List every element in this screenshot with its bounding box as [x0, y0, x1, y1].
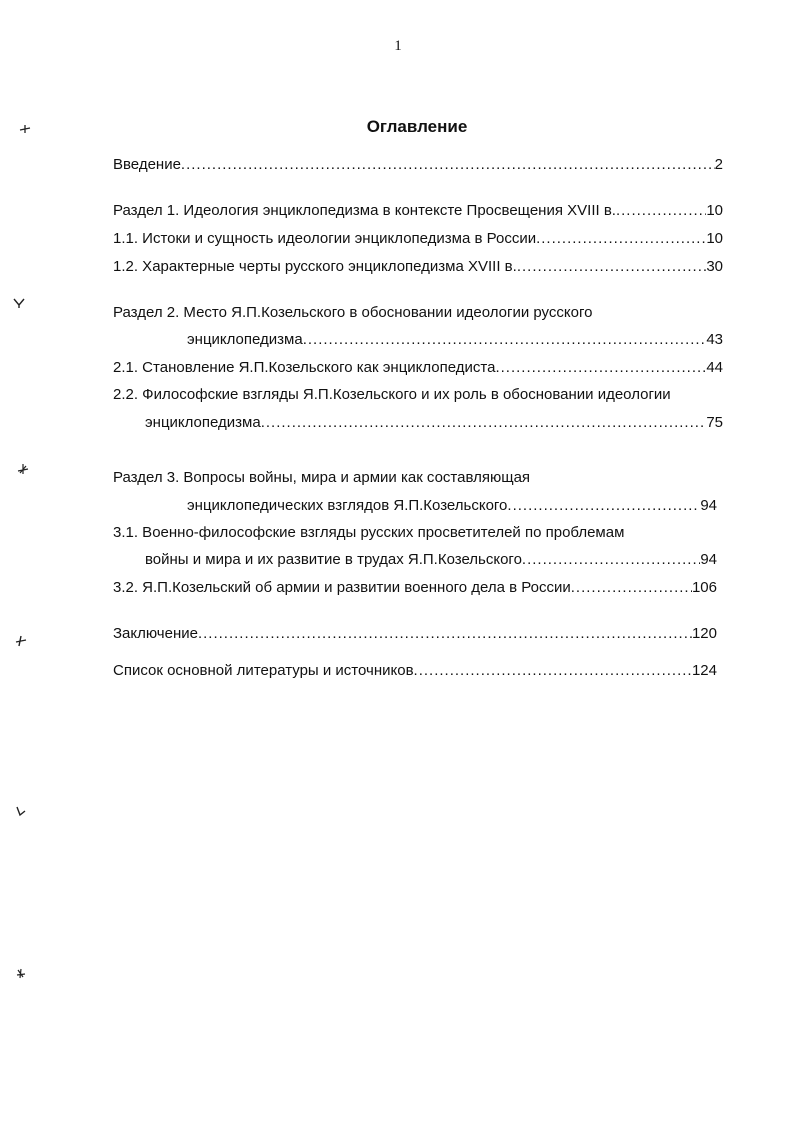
toc-entry-2-2[interactable]	[145, 414, 723, 432]
dot-leader	[522, 551, 700, 569]
toc-entry-label: Введение	[113, 156, 181, 173]
toc-entry-page: 43	[706, 331, 723, 348]
toc-entry-section-3[interactable]	[187, 497, 717, 515]
dot-leader	[571, 579, 692, 597]
toc-entry-label: войны и мира и их развитие в трудах Я.П.Козельского	[145, 551, 522, 568]
toc-entry-page: 94	[700, 497, 717, 514]
dot-leader	[616, 202, 706, 220]
dot-leader	[303, 331, 707, 349]
toc-entry-conclusion[interactable]	[113, 625, 717, 643]
scan-artifact-icon	[18, 122, 32, 136]
toc-entry-label: 2.1. Становление Я.П.Козельского как энциклопедиста	[113, 359, 496, 376]
toc-entry-1-2[interactable]	[113, 258, 723, 276]
toc-entry-page: 30	[706, 258, 723, 275]
toc-entry-page: 10	[706, 202, 723, 219]
page-number: 1	[394, 38, 402, 54]
toc-entry-3-1-line1[interactable]: 3.1. Военно-философские взгляды русских просветителей по проблемам	[113, 524, 625, 541]
toc-entry-label: Заключение	[113, 625, 198, 642]
toc-entry-page: 44	[706, 359, 723, 376]
toc-entry-label: 1.2. Характерные черты русского энциклопедизма XVIII в.	[113, 258, 517, 275]
toc-entry-3-2[interactable]	[113, 579, 717, 597]
scan-artifact-icon	[12, 296, 26, 310]
dot-leader	[495, 359, 706, 377]
toc-entry-label: 3.2. Я.П.Козельский об армии и развитии военного дела в России	[113, 579, 571, 596]
dot-leader	[517, 258, 706, 276]
toc-entry-1-1[interactable]	[113, 230, 723, 248]
dot-leader	[536, 230, 706, 248]
toc-entry-page: 120	[691, 625, 717, 642]
toc-entry-page: 124	[691, 662, 717, 679]
toc-entry-section-1[interactable]	[113, 202, 723, 220]
scan-artifact-icon	[14, 804, 28, 818]
toc-entry-page: 106	[691, 579, 717, 596]
toc-title: Оглавление	[366, 117, 468, 136]
toc-entry-page: 94	[700, 551, 717, 568]
scan-artifact-icon	[14, 634, 28, 648]
toc-entry-section-2-line1[interactable]: Раздел 2. Место Я.П.Козельского в обосновании идеологии русского	[113, 304, 593, 321]
dot-leader	[507, 497, 700, 515]
toc-entry-2-1[interactable]	[113, 359, 723, 377]
toc-entry-label: Список основной литературы и источников	[113, 662, 414, 679]
toc-entry-page: 75	[706, 414, 723, 431]
toc-entry-label: энциклопедизма	[145, 414, 261, 431]
toc-entry-intro[interactable]	[113, 156, 723, 174]
dot-leader	[181, 156, 715, 174]
toc-entry-3-1[interactable]	[145, 551, 717, 569]
toc-entry-label: Раздел 1. Идеология энциклопедизма в контексте Просвещения XVIII в.	[113, 202, 616, 219]
toc-entry-page: 10	[706, 230, 723, 247]
toc-entry-2-2-line1[interactable]: 2.2. Философские взгляды Я.П.Козельского и их роль в обосновании идеологии	[113, 386, 671, 403]
dot-leader	[414, 662, 692, 680]
toc-entry-label: 1.1. Истоки и сущность идеологии энциклопедизма в России	[113, 230, 537, 247]
toc-entry-section-3-line1[interactable]: Раздел 3. Вопросы войны, мира и армии как составляющая	[113, 469, 531, 486]
scan-artifact-icon	[14, 966, 28, 980]
toc-entry-section-2[interactable]	[187, 331, 723, 349]
toc-entry-label: энциклопедических взглядов Я.П.Козельского	[187, 497, 508, 514]
scan-artifact-icon	[16, 462, 30, 476]
toc-entry-literature[interactable]	[113, 662, 717, 680]
toc-entry-label: энциклопедизма	[187, 331, 303, 348]
dot-leader	[198, 625, 692, 643]
toc-entry-page: 2	[714, 156, 723, 173]
dot-leader	[261, 414, 707, 432]
